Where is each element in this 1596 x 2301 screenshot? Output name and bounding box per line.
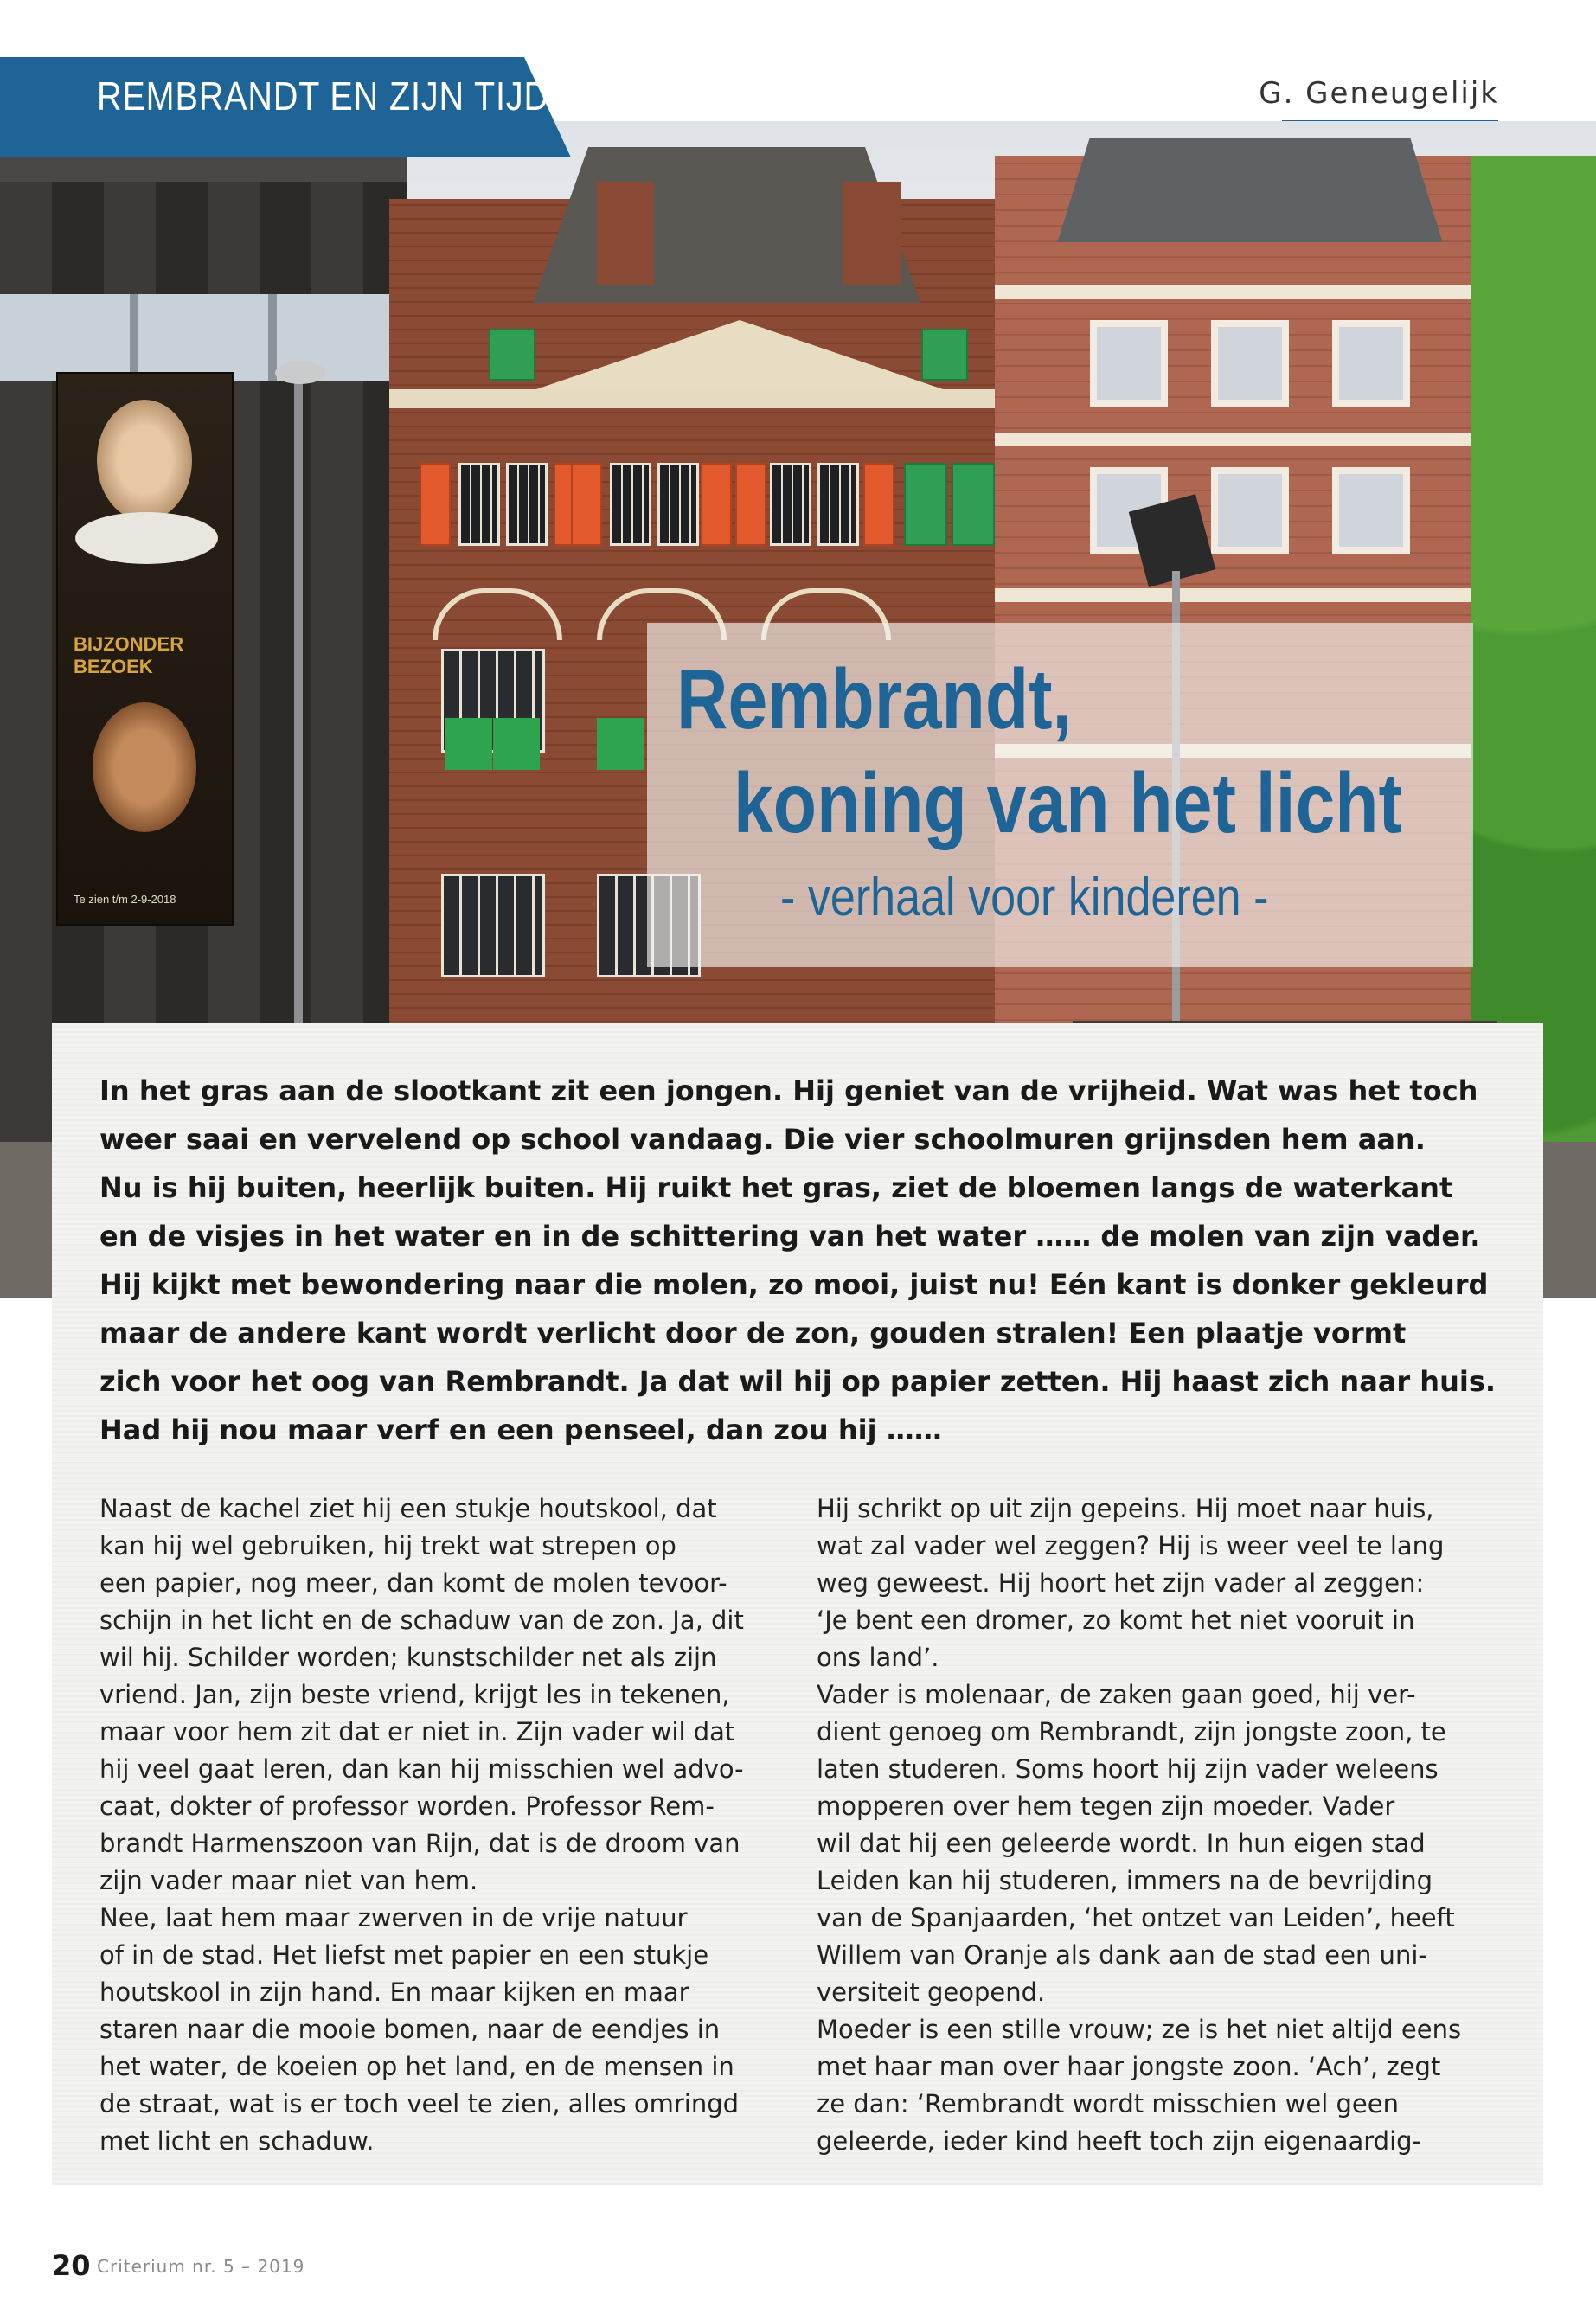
body-line: Leiden kan hij studeren, immers na de bevrijding bbox=[817, 1866, 1433, 1895]
body-line: Willem van Oranje als dank aan de stad een uni- bbox=[817, 1940, 1427, 1970]
body-line: staren naar die mooie bomen, naar de eendjes in bbox=[99, 2015, 721, 2044]
red-shutter bbox=[420, 463, 451, 546]
red-shutter bbox=[735, 463, 766, 546]
green-shutter bbox=[904, 463, 947, 546]
page-number: 20 bbox=[52, 2249, 91, 2282]
banner-text: BIJZONDER BEZOEK bbox=[74, 633, 184, 677]
intro-line: weer saai en vervelend op school vandaag. Die vier schoolmuren grijnsden hem aan. bbox=[99, 1123, 1426, 1156]
window bbox=[1211, 467, 1289, 554]
body-line: van de Spanjaarden, ‘het ontzet van Leiden’, heeft bbox=[817, 1903, 1455, 1932]
window bbox=[1332, 467, 1410, 554]
body-line: maar voor hem zit dat er niet in. Zijn vader wil dat bbox=[99, 1717, 735, 1747]
green-shutter bbox=[489, 329, 535, 381]
body-line: brandt Harmenszoon van Rijn, dat is de droom van bbox=[99, 1829, 740, 1858]
neighbor-roof bbox=[1021, 138, 1479, 242]
window bbox=[1332, 320, 1410, 407]
intro-line: Nu is hij buiten, heerlijk buiten. Hij ruikt het gras, ziet de bloemen langs de waterkant bbox=[99, 1171, 1453, 1204]
green-panel bbox=[597, 718, 644, 770]
author-name: G. Geneugelijk bbox=[1259, 76, 1499, 111]
body-line: ze dan: ‘Rembrandt wordt misschien wel geen bbox=[817, 2089, 1399, 2118]
body-column-left bbox=[99, 1490, 783, 2160]
facade-stripe bbox=[995, 285, 1505, 299]
body-line: of in de stad. Het liefst met papier en een stukje bbox=[99, 1940, 709, 1970]
body-line: houtskool in zijn hand. En maar kijken en maar bbox=[99, 1977, 689, 2007]
title-line-2: koning van het licht bbox=[734, 755, 1402, 850]
window bbox=[506, 463, 548, 546]
body-line: laten studeren. Soms hoort hij zijn vader weleens bbox=[817, 1754, 1439, 1784]
window bbox=[1090, 320, 1168, 407]
facade-stripe bbox=[995, 588, 1505, 602]
banner-date: Te zien t/m 2-9-2018 bbox=[74, 893, 176, 906]
body-line: Nee, laat hem maar zwerven in de vrije natuur bbox=[99, 1903, 688, 1932]
section-title: REMBRANDT EN ZIJN TIJD bbox=[97, 74, 549, 119]
window bbox=[458, 463, 500, 546]
body-line: ons land’. bbox=[817, 1643, 939, 1672]
intro-line: maar de andere kant wordt verlicht door de zon, gouden stralen! Een plaatje vormt bbox=[99, 1317, 1407, 1349]
body-line: ‘Je bent een dromer, zo komt het niet vooruit in bbox=[817, 1606, 1415, 1635]
intro-paragraph bbox=[99, 1067, 1497, 1454]
body-line: zijn vader maar niet van hem. bbox=[99, 1866, 478, 1895]
facade-stripe bbox=[995, 433, 1505, 446]
body-line: Naast de kachel ziet hij een stukje houtskool, dat bbox=[99, 1494, 717, 1523]
body-line: de straat, wat is er toch veel te zien, alles omringd bbox=[99, 2089, 740, 2118]
body-line: wat zal vader wel zeggen? Hij is weer veel te lang bbox=[817, 1531, 1445, 1561]
body-line: wil hij. Schilder worden; kunstschilder net als zijn bbox=[99, 1643, 717, 1672]
publication-info: Criterium nr. 5 – 2019 bbox=[97, 2256, 305, 2277]
red-shutter bbox=[701, 463, 732, 546]
body-line: weg geweest. Hij hoort het zijn vader al zeggen: bbox=[817, 1568, 1425, 1598]
body-line: met haar man over haar jongste zoon. ‘Ach’, zegt bbox=[817, 2052, 1441, 2081]
body-line: wil dat hij een geleerde wordt. In hun eigen stad bbox=[817, 1829, 1426, 1858]
red-shutter bbox=[863, 463, 894, 546]
body-line: hij veel gaat leren, dan kan hij misschien wel advo- bbox=[99, 1754, 744, 1784]
window bbox=[1211, 320, 1289, 407]
intro-line: In het gras aan de slootkant zit een jongen. Hij geniet van de vrijheid. Wat was het toch bbox=[99, 1074, 1478, 1107]
body-line: Hij schrikt op uit zijn gepeins. Hij moet naar huis, bbox=[817, 1494, 1434, 1523]
green-panel bbox=[493, 718, 540, 770]
intro-line: en de visjes in het water en in de schittering van het water …… de molen van zijn vader. bbox=[99, 1220, 1481, 1253]
intro-line: Hij kijkt met bewondering naar die molen, zo mooi, juist nu! Eén kant is donker gekleurd bbox=[99, 1268, 1489, 1301]
window bbox=[657, 463, 699, 546]
body-line: versiteit geopend. bbox=[817, 1977, 1046, 2007]
banner-portrait-bottom bbox=[93, 702, 196, 832]
intro-line: Had hij nou maar verf en een penseel, dan zou hij …… bbox=[99, 1413, 942, 1446]
body-line: dient genoeg om Rembrandt, zijn jongste zoon, te bbox=[817, 1717, 1446, 1747]
body-line: het water, de koeien op het land, en de mensen in bbox=[99, 2052, 734, 2081]
body-line: mopperen over hem tegen zijn moeder. Vader bbox=[817, 1791, 1395, 1821]
building-glass bbox=[0, 294, 407, 381]
window bbox=[610, 463, 651, 546]
chimney-left bbox=[597, 182, 654, 285]
chimney-right bbox=[843, 182, 901, 285]
body-line: met licht en schaduw. bbox=[99, 2126, 375, 2156]
window bbox=[770, 463, 811, 546]
red-shutter bbox=[571, 463, 602, 546]
banner-ruff-collar bbox=[75, 512, 218, 564]
window bbox=[441, 874, 545, 977]
body-line: schijn in het licht en de schaduw van de zon. Ja, dit bbox=[99, 1606, 744, 1635]
body-column-right bbox=[817, 1490, 1500, 2160]
banner-portrait-top bbox=[97, 400, 192, 521]
body-line: Moeder is een stille vrouw; ze is het niet altijd eens bbox=[817, 2015, 1462, 2044]
body-line: kan hij wel gebruiken, hij trekt wat strepen op bbox=[99, 1531, 676, 1561]
body-line: geleerde, ieder kind heeft toch zijn eigenaardig- bbox=[817, 2126, 1422, 2156]
green-shutter bbox=[952, 463, 995, 546]
window bbox=[817, 463, 859, 546]
house-cornice bbox=[389, 389, 1047, 408]
body-line: caat, dokter of professor worden. Professor Rem- bbox=[99, 1791, 715, 1821]
green-shutter bbox=[921, 329, 968, 381]
body-line: Vader is molenaar, de zaken gaan goed, hij ver- bbox=[817, 1680, 1416, 1709]
body-line: een papier, nog meer, dan komt de molen tevoor- bbox=[99, 1568, 727, 1598]
street-lamp-head bbox=[275, 362, 325, 384]
body-line: vriend. Jan, zijn beste vriend, krijgt les in tekenen, bbox=[99, 1680, 730, 1709]
intro-line: zich voor het oog van Rembrandt. Ja dat wil hij op papier zetten. Hij haast zich naar huis. bbox=[99, 1365, 1497, 1398]
exhibition-banner bbox=[56, 372, 234, 926]
title-line-1: Rembrandt, bbox=[676, 651, 1073, 747]
green-panel bbox=[445, 718, 492, 770]
subtitle: - verhaal voor kinderen - bbox=[780, 868, 1269, 927]
